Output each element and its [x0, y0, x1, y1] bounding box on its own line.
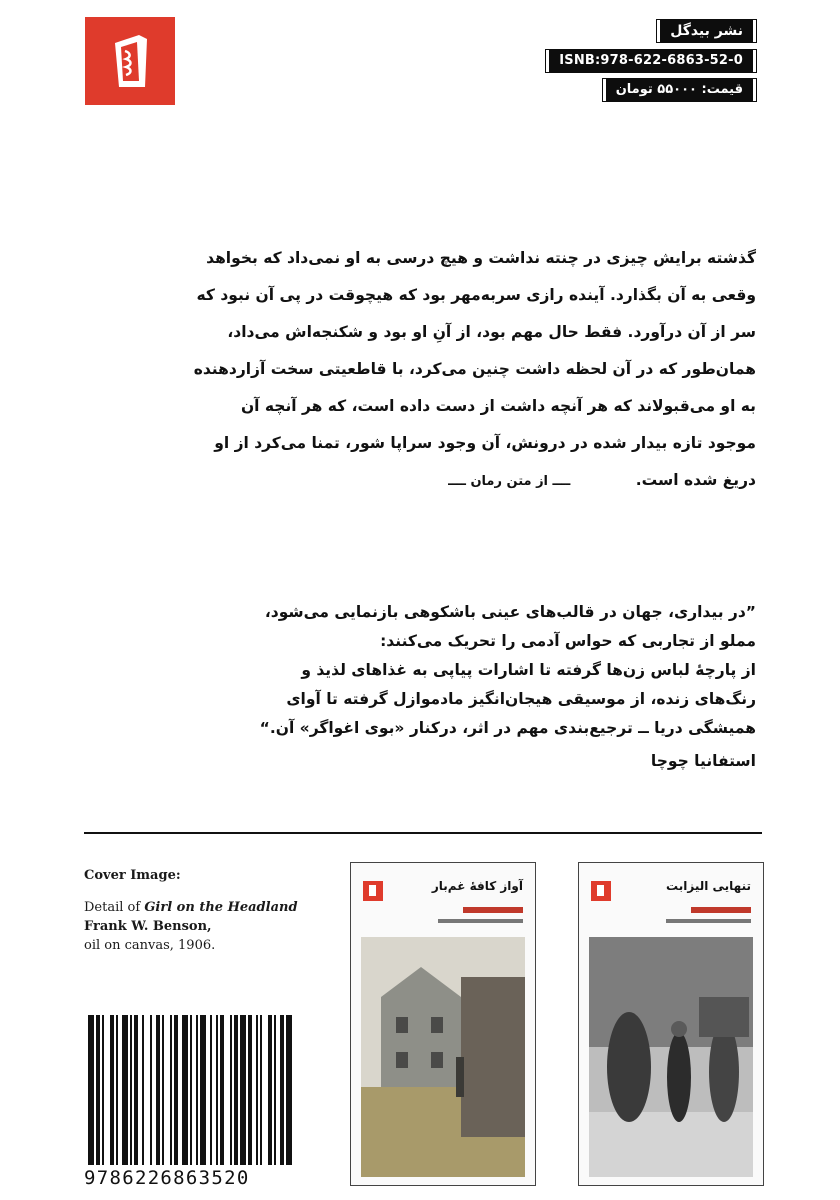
quote-line: از پارچهٔ لباس زن‌ها گرفته تا اشارات پیاپی به غذاهای لذیذ و [301, 661, 756, 679]
barcode-bar [248, 1015, 252, 1165]
barcode-bar [200, 1015, 206, 1165]
cover-credit-artist: Frank W. Benson, [84, 919, 212, 934]
barcode-bar [256, 1015, 258, 1165]
barcode-bar [110, 1015, 114, 1165]
barcode-bar [156, 1015, 160, 1165]
barcode-bar [220, 1015, 224, 1165]
barcode-bar [88, 1015, 94, 1165]
quote-line: رنگ‌های زنده، از موسیقی هیجان‌انگیز مادموازل گرفته تا آوای [286, 690, 756, 708]
barcode-bar [274, 1015, 276, 1165]
cover-credit-line1 [84, 898, 298, 917]
barcode-bar [196, 1015, 198, 1165]
cover-credit-prefix: Detail of [84, 900, 145, 915]
related-book-title: آواز کافهٔ غم‌بار [431, 879, 523, 893]
isbn-label: ISNB:978-622-6863-52-0 [546, 50, 756, 72]
critic-quote [260, 598, 756, 776]
quote-line: مملو از تجاربی که حواس آدمی را تحریک می‌کنند: [380, 632, 756, 650]
publisher-label: نشر بیدگل [657, 20, 756, 42]
quote-line: همیشگی دریا ــ ترجیع‌بندی مهم در اثر، درکنار «بوی اغواگر» آن.“ [259, 719, 756, 737]
isbn-barcode [84, 1015, 344, 1190]
bidgol-logo-icon [591, 881, 611, 901]
barcode-bar [260, 1015, 262, 1165]
related-book-author-mark [463, 907, 523, 913]
barcode-bar [190, 1015, 192, 1165]
barcode-bar [102, 1015, 104, 1165]
barcode-bar [268, 1015, 272, 1165]
barcode-bar [116, 1015, 118, 1165]
bidgol-logo-icon [363, 881, 383, 901]
excerpt-source: ــــ از متن رمان ــــ [448, 474, 571, 489]
barcode-digits: 9786226863520 [84, 1167, 344, 1191]
related-book-translator-mark [666, 919, 751, 923]
excerpt-line: گذشته برایش چیزی در چنته نداشت و هیچ درسی به او نمی‌داد که بخواهد [206, 249, 756, 267]
related-book-translator-mark [438, 919, 523, 923]
barcode-bar [182, 1015, 188, 1165]
related-book-cover-art [361, 937, 525, 1177]
related-book-author-mark [691, 907, 751, 913]
barcode-bar [174, 1015, 178, 1165]
divider-rule [84, 832, 762, 834]
barcode-bar [210, 1015, 212, 1165]
excerpt-line: وقعی به آن بگذارد. آینده رازی سربه‌مهر بود که هیچوقت در پی آن نبود که [196, 286, 756, 304]
cover-credit-medium: oil on canvas, 1906. [84, 938, 216, 953]
barcode-bar [230, 1015, 232, 1165]
barcode-bar [216, 1015, 218, 1165]
excerpt-line: به او می‌قبولاند که هر آنچه داشت از دست داده است، که هر آنچه آن [240, 397, 756, 415]
barcode-bar [234, 1015, 238, 1165]
excerpt-last-line [194, 462, 756, 499]
barcode-bar [122, 1015, 128, 1165]
cover-painting-title: Girl on the Headland [144, 900, 298, 915]
barcode-bar [130, 1015, 132, 1165]
related-book-title: تنهایی الیزابت [666, 879, 751, 893]
excerpt-line: موجود تازه بیدار شده در درونش، آن وجود سراپا شور، تمنا می‌کرد از او [214, 434, 756, 452]
barcode-bar [142, 1015, 144, 1165]
cover-credit [84, 866, 298, 955]
excerpt-line: سر از آن درآورد. فقط حال مهم بود، از آنِ او بود و شکنجه‌اش می‌داد، [227, 323, 756, 341]
barcode-bar [240, 1015, 246, 1165]
quote-line: ”در بیداری، جهان در قالب‌های عینی باشکوهی بازنمایی می‌شود، [264, 603, 756, 621]
excerpt-line: همان‌طور که در آن لحظه داشت چنین می‌کرد، با قاطعیتی سخت آزاردهنده [193, 360, 756, 378]
excerpt-paragraph [194, 240, 756, 499]
publisher-logo [85, 17, 175, 105]
excerpt-last-text: دریغ شده است. [635, 471, 756, 489]
barcode-bar [134, 1015, 138, 1165]
price-label: قیمت: ۵۵۰۰۰ تومان [603, 79, 756, 101]
barcode-bar [162, 1015, 164, 1165]
barcode-bars [84, 1015, 344, 1175]
barcode-bar [170, 1015, 172, 1165]
related-book-cover-art [589, 937, 753, 1177]
barcode-bar [150, 1015, 152, 1165]
related-book-thumbnail [578, 862, 764, 1186]
related-book-thumbnail [350, 862, 536, 1186]
cover-credit-heading: Cover Image: [84, 868, 181, 883]
quote-author: استفانیا چوچا [650, 752, 756, 770]
bidgol-logo-icon [85, 17, 175, 105]
barcode-bar [96, 1015, 100, 1165]
barcode-bar [280, 1015, 284, 1165]
barcode-bar [286, 1015, 292, 1165]
